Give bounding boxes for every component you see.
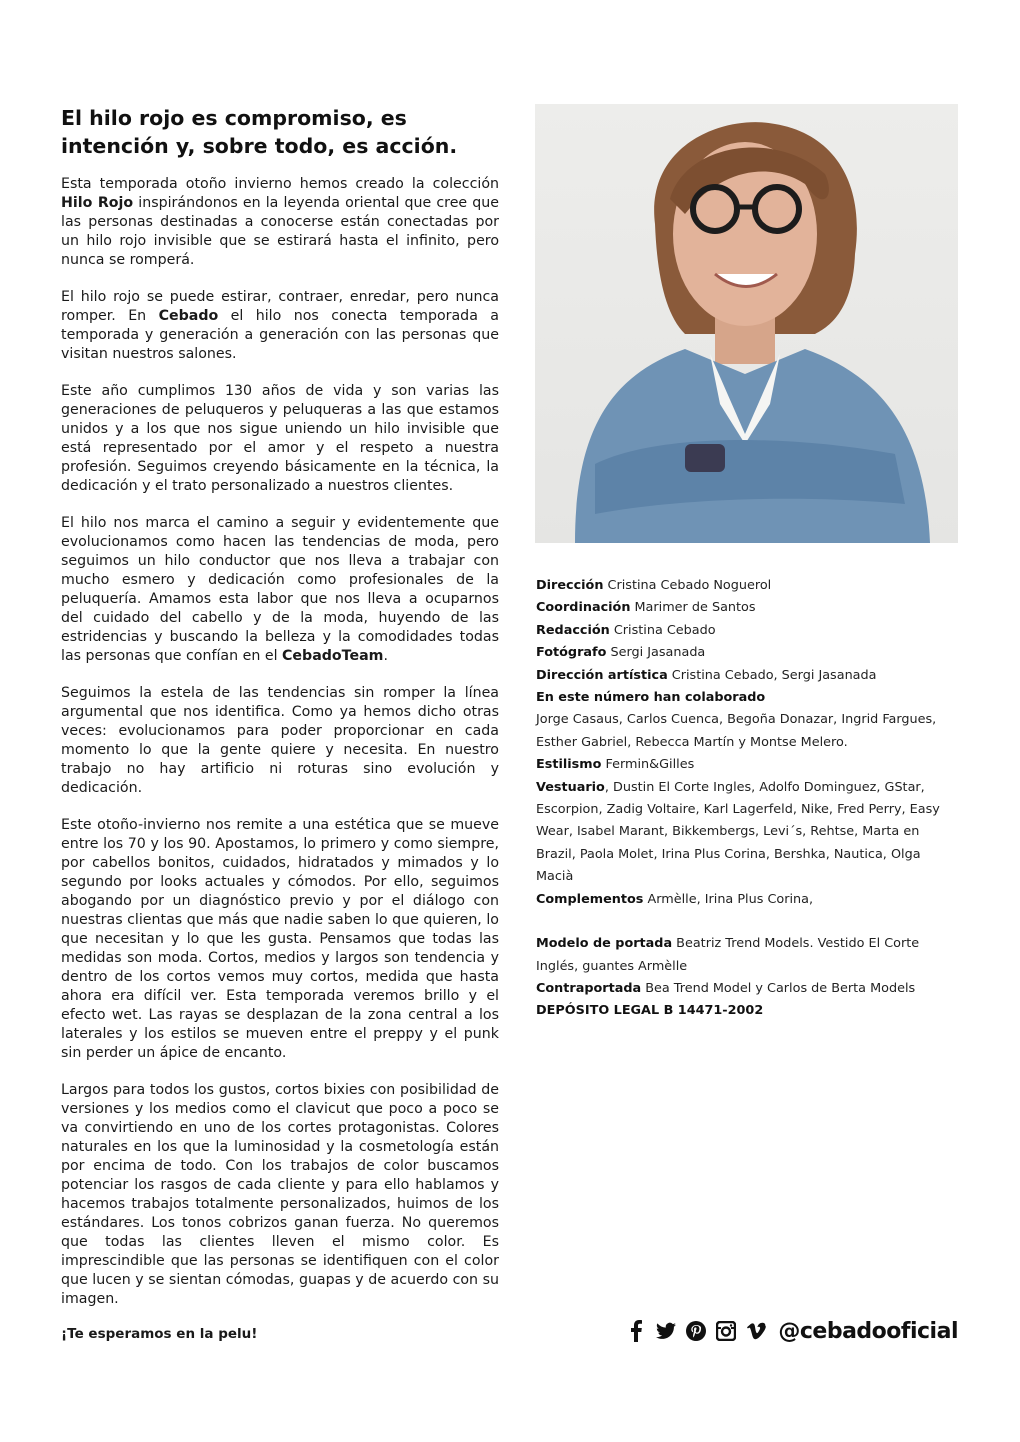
- emphasis-text: CebadoTeam: [282, 648, 384, 664]
- credit-label: En este número han colaborado: [536, 690, 766, 706]
- credit-value: Jorge Casaus, Carlos Cuenca, Begoña Donazar, Ingrid Fargues, Esther Gabriel, Rebecca Martín y Montse Melero.: [536, 712, 937, 750]
- credit-line: [536, 575, 956, 597]
- credit-line: [536, 889, 956, 911]
- twitter-icon[interactable]: [656, 1321, 676, 1341]
- paragraph-text: El hilo nos marca el camino a seguir y evidentemente que evolucionamos como hacen las tendencias de moda, pero seguimos un hilo conductor que nos lleva a trabajar con mucho esmero y dedicación como profesionales de la peluquería. Amamos esta labor que nos lleva a ocuparnos del cuidado del cabello y de la moda, huyendo de las estridencias y buscando la belleza y la comodidades todas las personas que confían en el: [61, 515, 499, 664]
- credit-value: Cristina Cebado, Sergi Jasanada: [667, 667, 877, 683]
- paragraph-text: Esta temporada otoño invierno hemos creado la colección: [61, 176, 499, 192]
- instagram-icon[interactable]: [716, 1321, 736, 1341]
- credits-block: [536, 575, 956, 1023]
- emphasis-text: Hilo Rojo: [61, 195, 134, 211]
- credit-value: , Dustin El Corte Ingles, Adolfo Dominguez, GStar, Escorpion, Zadig Voltaire, Karl Lagerfeld, Nike, Fred Perry, Easy Wear, Isabel Marant, Bikkembergs, Levi´s, Rehtse, Marta en Brazil, Paola Molet, Irina Plus Corina, Bershka, Nautica, Olga Macià: [536, 779, 940, 885]
- credit-line: [536, 597, 956, 619]
- credit-line: [536, 665, 956, 687]
- credit-line: [536, 620, 956, 642]
- paragraph-6: Este otoño-invierno nos remite a una estética que se mueve entre los 70 y los 90. Apostamos, lo primero y como siempre, por cabellos bonitos, cuidados, hidratados y mimados y lo segundo por looks actuales y cómodos. Por ello, seguimos abogando por un diagnóstico previo y por el diálogo con nuestras clientas que más que nadie saben lo que quieren, lo que necesitan y lo que les gusta. Pensamos que todas las medidas son moda. Cortos, medios y largos son tendencia y dentro de los cortos vemos muy cortos, medida que hasta ahora era difícil ver. Esta temporada veremos brillo y el efecto wet. Las rayas se desplazan de la zona central a los laterales y los estilos se mueven entre el preppy y el punk sin perder un ápice de encanto.: [61, 817, 499, 1061]
- paragraph-3: Este año cumplimos 130 años de vida y son varias las generaciones de peluqueros y peluqueras a las que estamos unidos y a los que nos sigue uniendo un hilo invisible que está representado por el amor y el respeto a nuestra profesión. Seguimos creyendo básicamente en la técnica, la dedicación y el trato personalizado a nuestros clientes.: [61, 383, 499, 494]
- credit-label: Vestuario: [536, 779, 605, 795]
- paragraph-5: Seguimos la estela de las tendencias sin romper la línea argumental que nos identifica. Como ya hemos dicho otras veces: evolucionamos para poder proporcionar en cada momento lo que la gente quiere y necesita. En nuestro trabajo no hay artificio ni roturas sino evolución y dedicación.: [61, 685, 499, 796]
- credit-value: Bea Trend Model y Carlos de Berta Models: [641, 980, 916, 996]
- article-title: El hilo rojo es compromiso, es intención y, sobre todo, es acción.: [61, 106, 458, 158]
- closing-line: ¡Te esperamos en la pelu!: [61, 1326, 258, 1342]
- vimeo-icon[interactable]: [746, 1321, 766, 1341]
- credits-spacer: [536, 911, 956, 933]
- credit-value: Sergi Jasanada: [606, 645, 706, 661]
- credit-line: [536, 642, 956, 664]
- paragraph-7: Largos para todos los gustos, cortos bixies con posibilidad de versiones y los medios como el clavicut que poco a poco se va convirtiendo en uno de los cortes protagonistas. Colores naturales en los que la luminosidad y la cosmetología están por encima de todo. Con los trabajos de color buscamos potenciar los rasgos de cada cliente y para ello hablamos y hacemos trabajos totalmente personalizados, huimos de los estándares. Los tonos cobrizos ganan fuerza. No queremos que todas las clientes lleven el mismo color. Es imprescindible que las personas se identifiquen con el color que lucen y se sientan cómodas, guapas y de acuerdo con su imagen.: [61, 1082, 499, 1307]
- credit-value: Fermin&Gilles: [601, 757, 695, 773]
- credit-line: [536, 777, 956, 889]
- paragraph-text: inspirándonos en la leyenda oriental que cree que las personas destinadas a conocerse están conectadas por un hilo rojo invisible que se estirará hasta el infinito, pero nunca se romperá.: [61, 195, 499, 268]
- portrait-photo: [535, 104, 958, 543]
- credit-line: [536, 1000, 956, 1022]
- credit-line: [536, 709, 956, 754]
- credit-label: Modelo de portada: [536, 936, 673, 952]
- social-bar: [626, 1316, 958, 1346]
- credit-label: DEPÓSITO LEGAL B 14471-2002: [536, 1003, 764, 1019]
- credit-line: [536, 687, 956, 709]
- emphasis-text: Cebado: [158, 308, 219, 324]
- social-handle[interactable]: @cebadooficial: [778, 1318, 958, 1344]
- credit-value: Cristina Cebado: [609, 622, 716, 638]
- credit-line: [536, 933, 956, 978]
- paragraph-1: [61, 175, 499, 270]
- paragraph-2: [61, 288, 499, 364]
- credit-label: Coordinación: [536, 600, 631, 616]
- credit-line: [536, 978, 956, 1000]
- credit-label: Complementos: [536, 891, 644, 907]
- credit-value: Armèlle, Irina Plus Corina,: [643, 891, 814, 907]
- paragraph-4: [61, 514, 499, 666]
- credit-label: Estilismo: [536, 757, 602, 773]
- paragraph-text: El hilo rojo se puede estirar, contraer, enredar, pero nunca romper. En: [61, 289, 499, 324]
- paragraph-text: .: [383, 648, 388, 664]
- credit-value: Cristina Cebado Noguerol: [603, 578, 772, 593]
- credit-label: Redacción: [536, 622, 610, 638]
- credit-label: Contraportada: [536, 980, 642, 996]
- credit-label: Dirección: [536, 578, 604, 593]
- article-column: [61, 104, 499, 1327]
- credit-value: Marimer de Santos: [630, 600, 756, 616]
- credit-label: Dirección artística: [536, 667, 668, 683]
- portrait-illustration: [535, 104, 958, 543]
- pinterest-icon[interactable]: [686, 1321, 706, 1341]
- credit-value: Beatriz Trend Models. Vestido El Corte Inglés, guantes Armèlle: [536, 936, 920, 974]
- facebook-icon[interactable]: [626, 1321, 646, 1341]
- paragraph-text: el hilo nos conecta temporada a temporada y generación a generación con las personas que visitan nuestros salones.: [61, 308, 499, 362]
- credit-line: [536, 754, 956, 776]
- credit-label: Fotógrafo: [536, 645, 607, 661]
